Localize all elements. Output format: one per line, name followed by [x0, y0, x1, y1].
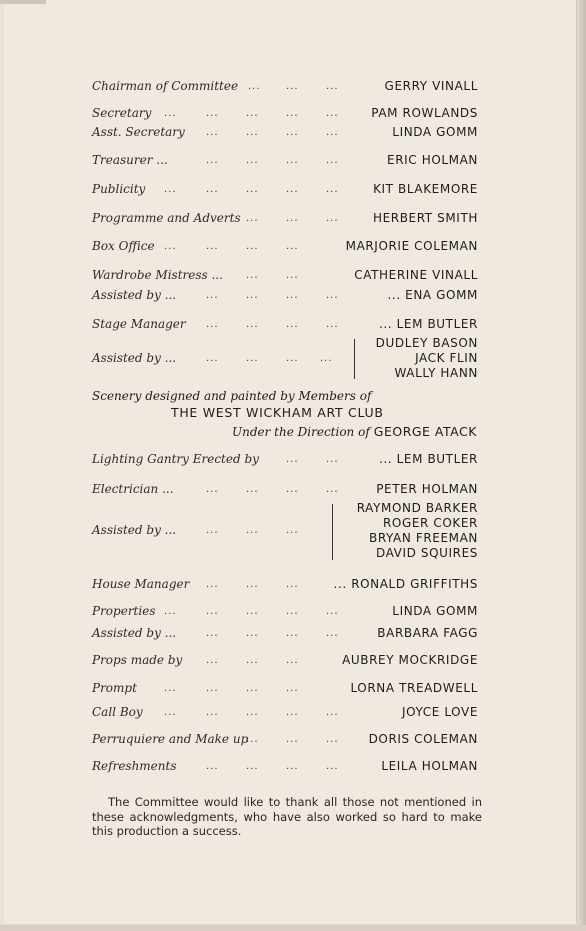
credit-name: LEILA HOLMAN	[381, 759, 478, 773]
credit-name: JACK FLIN	[415, 351, 478, 365]
credit-names	[376, 336, 478, 381]
credit-name: DAVID SQUIRES	[376, 546, 478, 560]
credit-role: Assisted by ...	[92, 288, 177, 302]
credit-role: Call Boy	[92, 705, 143, 719]
credit-row-box-office: Box Office ... ... ... ... MARJORIE COLEMAN	[92, 239, 478, 253]
credit-name: LINDA GOMM	[392, 125, 478, 139]
credit-role: Assisted by ...	[92, 523, 177, 537]
credit-row-house-manager: House Manager ... ... ... ... RONALD GRIFFITHS	[92, 577, 478, 591]
credit-name: RAYMOND BARKER	[356, 501, 478, 515]
art-club-name: THE WEST WICKHAM ART CLUB	[171, 405, 384, 420]
credit-role: House Manager	[92, 577, 190, 591]
credit-row-stage-manager: Stage Manager ... ... ... ... ... LEM BUTLER	[92, 317, 478, 331]
credit-name: DUDLEY BASON	[375, 336, 478, 350]
credit-name: ROGER COKER	[382, 516, 478, 530]
credit-role: Wardrobe Mistress ...	[92, 268, 223, 282]
page-edge-top	[0, 0, 46, 4]
scenery-intro: Scenery designed and painted by Members of	[92, 389, 372, 403]
credit-row-wardrobe-assist: Assisted by ... ... ... ... ... ... ENA GOMM	[92, 288, 478, 302]
credit-name: MARJORIE COLEMAN	[345, 239, 478, 253]
credit-row-prompt: Prompt ... ... ... ... LORNA TREADWELL	[92, 681, 478, 695]
credit-name: PAM ROWLANDS	[371, 106, 478, 120]
credit-name: DORIS COLEMAN	[368, 732, 478, 746]
credit-row-treasurer: Treasurer ... ... ... ... ... ERIC HOLMAN	[92, 153, 478, 167]
credit-row-electrician-assist: Assisted by ... ... ... ... RAYMOND BARKER ROGER COKER BRYAN FREEMAN DAVID SQUIRES	[92, 501, 478, 560]
credit-row-chairman: Chairman of Committee ... ... ... GERRY VINALL	[92, 79, 478, 93]
credit-row-electrician: Electrician ... ... ... ... ... PETER HOLMAN	[92, 482, 478, 496]
credit-role: Publicity	[92, 182, 146, 196]
credit-role: Asst. Secretary	[92, 125, 185, 139]
credit-name: BRYAN FREEMAN	[369, 531, 478, 545]
credit-row-publicity: Publicity ... ... ... ... ... KIT BLAKEMORE	[92, 182, 478, 196]
credit-row-props-made: Props made by ... ... ... AUBREY MOCKRIDGE	[92, 653, 478, 667]
credit-role: Lighting Gantry Erected by	[92, 452, 259, 466]
credit-name: WALLY HANN	[394, 366, 478, 380]
thanks-paragraph: The Committee would like to thank all those not mentioned in these acknowledgments, who have also worked so hard to make this production a success.	[92, 795, 482, 838]
credit-row-lighting: Lighting Gantry Erected by ... ... ... LEM BUTLER	[92, 452, 478, 466]
credit-row-asst-secretary: Asst. Secretary ... ... ... ... LINDA GOMM	[92, 125, 478, 139]
credit-row-properties: Properties ... ... ... ... ... LINDA GOMM	[92, 604, 478, 618]
direction-label: Under the Direction of	[232, 425, 370, 439]
credit-role: Props made by	[92, 653, 183, 667]
credit-row-stage-assist: Assisted by ... ... ... ... ... DUDLEY BASON JACK FLIN WALLY HANN	[92, 336, 478, 380]
bracket	[332, 504, 333, 560]
credit-name: HERBERT SMITH	[372, 211, 478, 225]
credit-name: GERRY VINALL	[384, 79, 478, 93]
bracket	[354, 339, 355, 379]
credit-role: Treasurer ...	[92, 153, 168, 167]
credit-role: Prompt	[92, 681, 137, 695]
credit-name: ... LEM BUTLER	[378, 317, 478, 331]
page-edge-bottom	[0, 925, 586, 931]
credit-row-properties-assist: Assisted by ... ... ... ... ... BARBARA FAGG	[92, 626, 478, 640]
credit-name: ... ENA GOMM	[387, 288, 478, 302]
credit-names	[357, 501, 478, 561]
credit-name: LORNA TREADWELL	[350, 681, 478, 695]
credit-name: ERIC HOLMAN	[387, 153, 478, 167]
credit-role: Programme and Adverts	[92, 211, 241, 225]
credit-role: Properties	[92, 604, 156, 618]
credit-name: LINDA GOMM	[392, 604, 478, 618]
credit-name: AUBREY MOCKRIDGE	[342, 653, 478, 667]
director-name: GEORGE ATACK	[373, 424, 477, 439]
credit-role: Assisted by ...	[92, 626, 177, 640]
credit-name: CATHERINE VINALL	[354, 268, 478, 282]
credit-name: BARBARA FAGG	[377, 626, 478, 640]
scenery-direction	[232, 423, 477, 441]
credit-name: JOYCE LOVE	[401, 705, 478, 719]
page-edge-right	[578, 0, 586, 931]
credit-name: ... RONALD GRIFFITHS	[333, 577, 478, 591]
credit-role: Box Office	[92, 239, 155, 253]
credit-role: Refreshments	[92, 759, 177, 773]
credit-row-refreshments: Refreshments ... ... ... ... LEILA HOLMAN	[92, 759, 478, 773]
credit-role: Assisted by ...	[92, 351, 177, 365]
credit-role: Electrician ...	[92, 482, 174, 496]
credit-role: Secretary	[92, 106, 152, 120]
credit-role: Chairman of Committee	[92, 79, 239, 93]
credit-row-wardrobe: Wardrobe Mistress ... ... ... CATHERINE VINALL	[92, 268, 478, 282]
credit-role: Stage Manager	[92, 317, 186, 331]
credit-row-secretary: Secretary ... ... ... ... ... PAM ROWLANDS	[92, 106, 478, 120]
credit-name: ... LEM BUTLER	[378, 452, 478, 466]
credit-row-programme: Programme and Adverts ... ... ... HERBERT SMITH	[92, 211, 478, 225]
credit-role: Perruquiere and Make up	[92, 732, 249, 746]
credit-row-makeup: Perruquiere and Make up ... ... ... DORIS COLEMAN	[92, 732, 478, 746]
credit-name: PETER HOLMAN	[376, 482, 478, 496]
credit-row-call-boy: Call Boy ... ... ... ... ... JOYCE LOVE	[92, 705, 478, 719]
credit-name: KIT BLAKEMORE	[373, 182, 478, 196]
